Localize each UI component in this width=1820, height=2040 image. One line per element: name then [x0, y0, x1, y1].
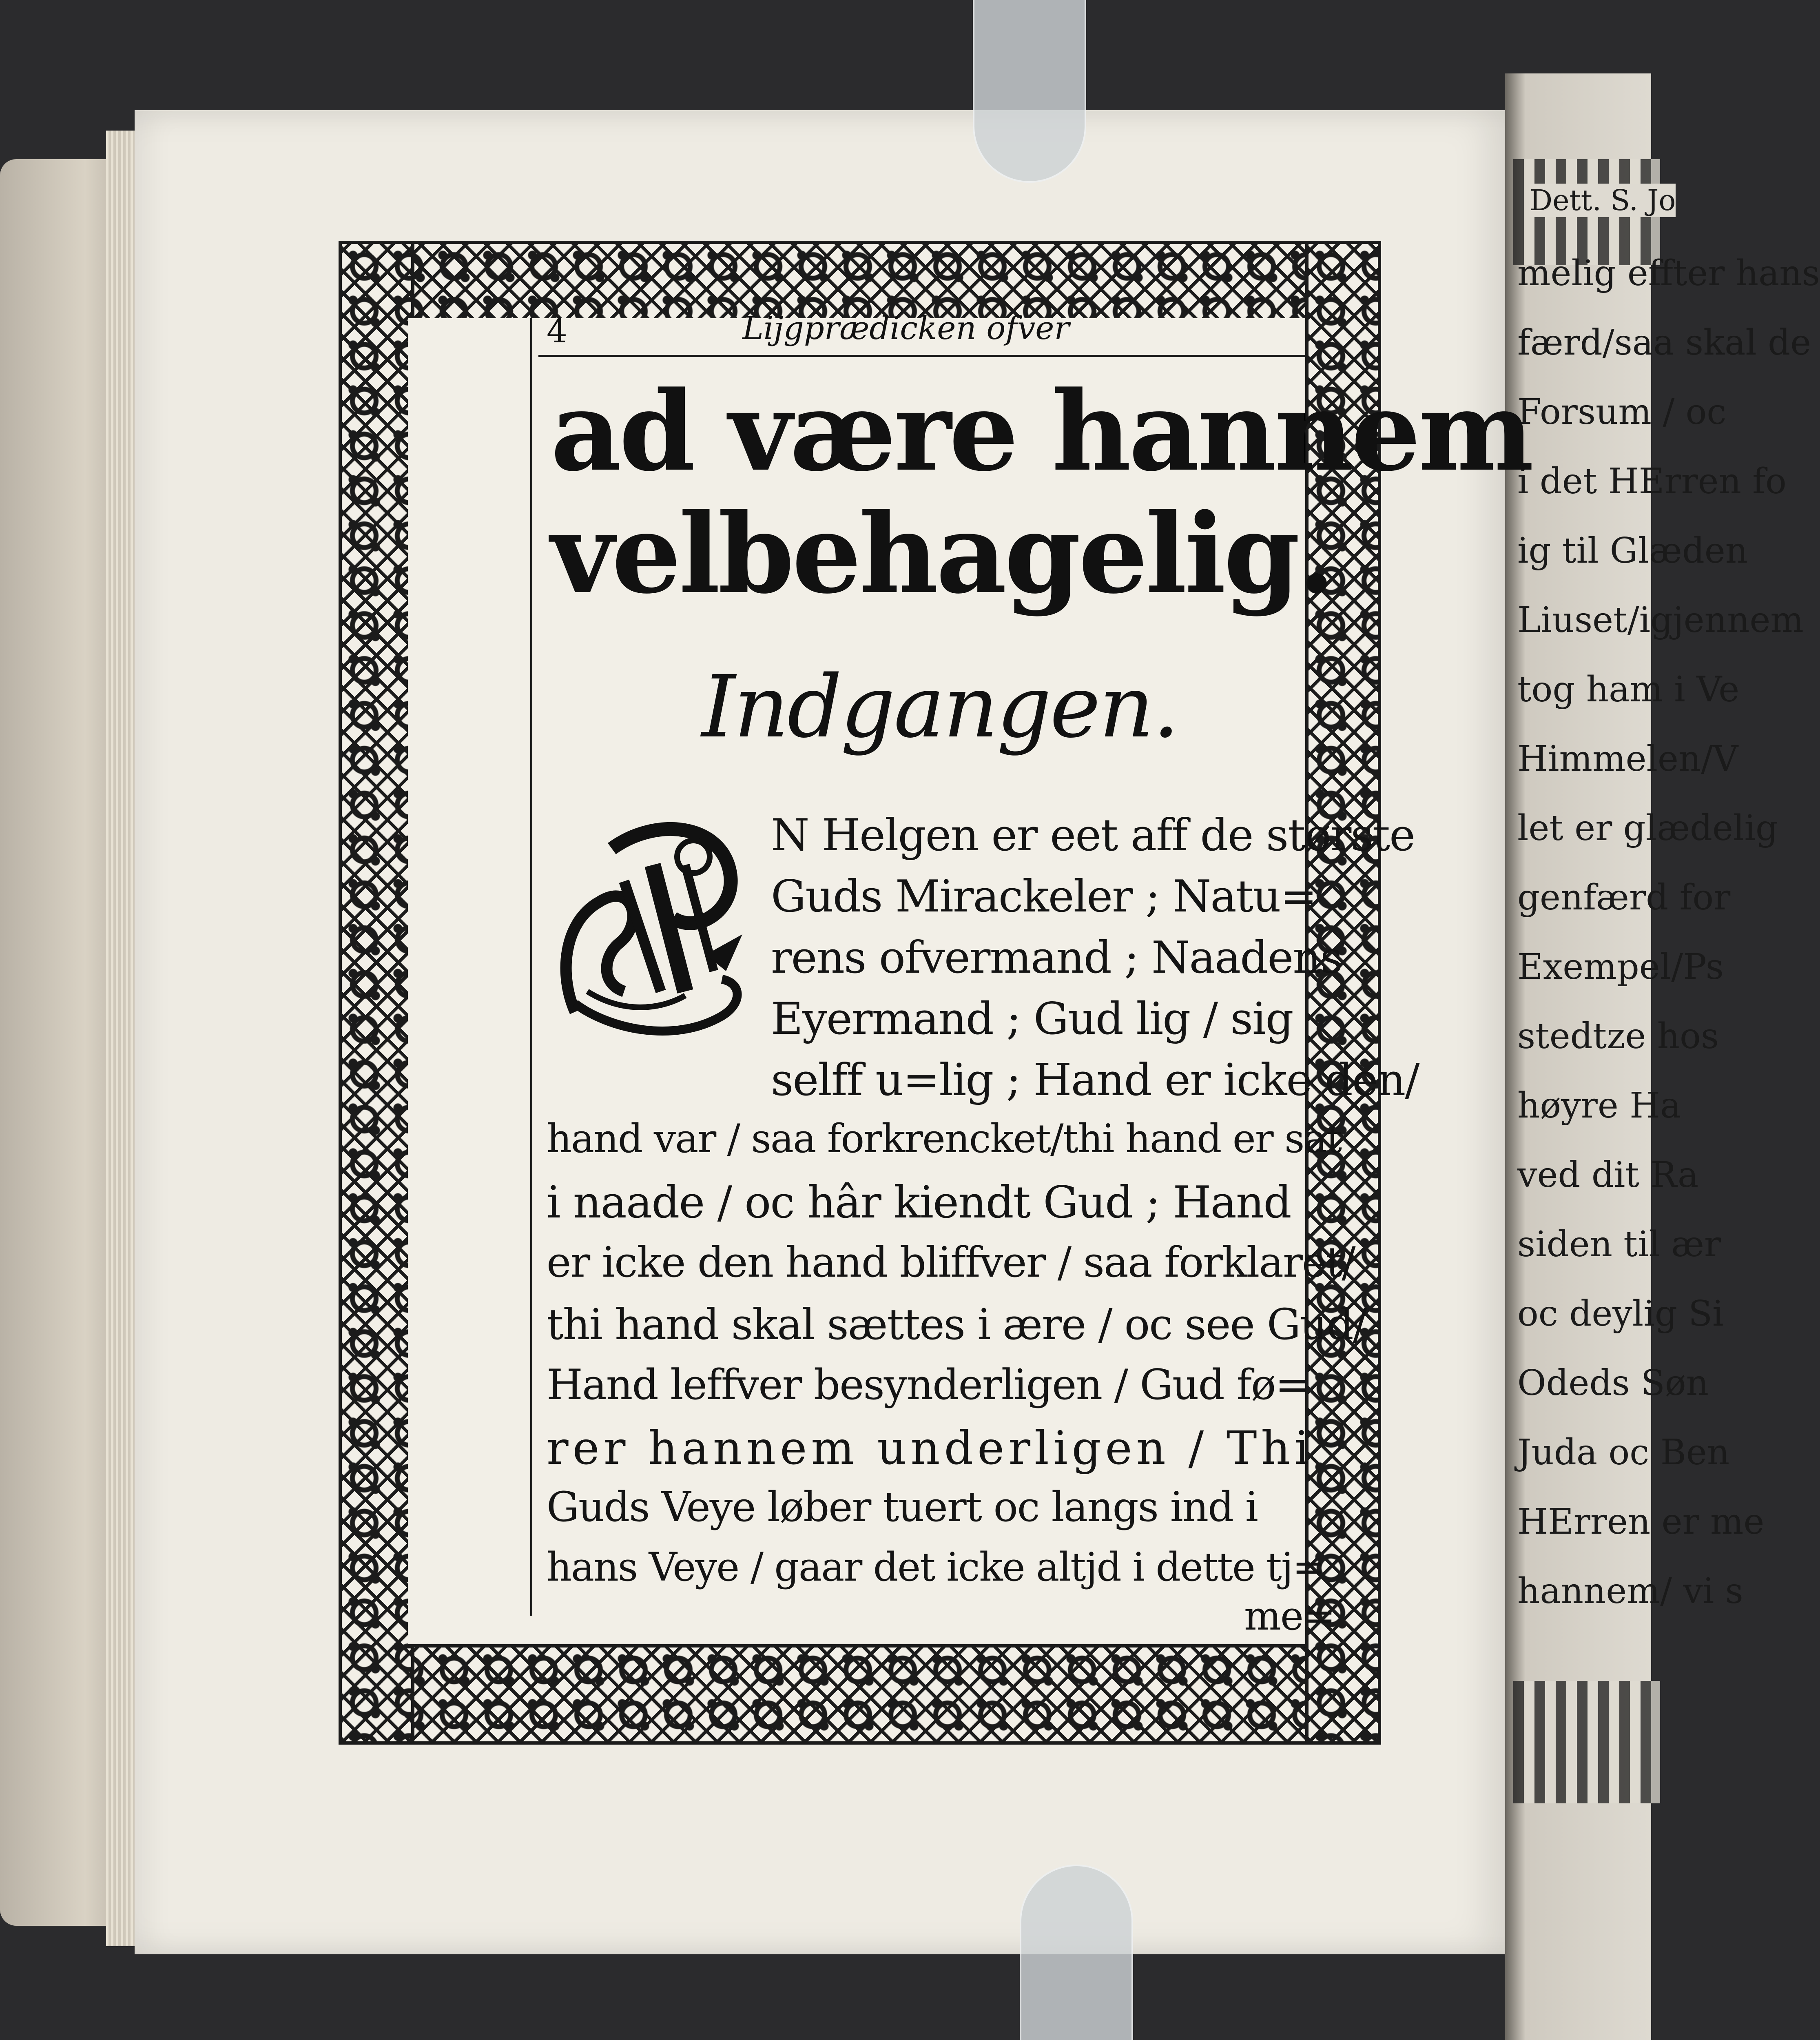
- margin-rule: [530, 318, 532, 1616]
- facing-line: Juda oc Ben: [1517, 1432, 1730, 1473]
- facing-line: let er glædelig: [1517, 808, 1778, 849]
- ornament-border-left: [339, 241, 414, 1745]
- body-line: hand var / saa forkrencket/thi hand er sat: [547, 1116, 1342, 1162]
- page-number: 4: [547, 312, 567, 350]
- body-line: er icke den hand bliffver / saa forklaret/: [547, 1238, 1355, 1287]
- facing-line: genfærd for: [1517, 877, 1731, 918]
- ornament-border-bottom: [339, 1644, 1381, 1745]
- facing-line: stedtze hos: [1517, 1016, 1719, 1057]
- facing-line: Odeds Søn: [1517, 1363, 1709, 1404]
- facing-line: oc deylig Si: [1517, 1293, 1724, 1334]
- facing-line: ved dit Ra: [1517, 1155, 1699, 1195]
- body-line: rer hannem underligen / Thi: [547, 1422, 1313, 1475]
- facing-line: færd/saa skal de: [1517, 322, 1811, 363]
- facing-ornament-bottom: [1513, 1681, 1660, 1803]
- body-line: hans Veye / gaar det icke altjd i dette tj=: [547, 1544, 1325, 1590]
- facing-line: i det HErren fo: [1517, 461, 1787, 502]
- catchword: me=: [1244, 1593, 1335, 1639]
- body-line: Guds Mirackeler ; Natu=: [771, 871, 1317, 922]
- body-line: Hand leffver besynderligen / Gud fø=: [547, 1361, 1309, 1409]
- page-clip-bottom: [1020, 1865, 1133, 2040]
- body-line: i naade / oc hâr kiendt Gud ; Hand: [547, 1177, 1291, 1228]
- facing-line: Forsum / oc: [1517, 392, 1727, 432]
- section-heading: Indgangen.: [702, 657, 1178, 757]
- facing-running-head: Dett. S. Jo: [1530, 184, 1676, 217]
- facing-line: ig til Glæden: [1517, 530, 1748, 571]
- facing-line: hannem/ vi s: [1517, 1571, 1743, 1612]
- facing-line: Liuset/igjennem: [1517, 600, 1804, 641]
- body-line: Eyermand ; Gud lig / sig: [771, 993, 1293, 1044]
- facing-line: Exempel/Ps: [1517, 947, 1724, 987]
- page-clip-top: [973, 0, 1086, 183]
- facing-line: siden til ær: [1517, 1224, 1721, 1265]
- facing-line: melig effter hans: [1517, 253, 1820, 294]
- facing-line: HErren er me: [1517, 1501, 1765, 1542]
- title-line: velbehagelig.: [551, 490, 1333, 618]
- title-line: ad være hannem: [551, 367, 1532, 496]
- body-line: selff u=lig ; Hand er icke den/: [771, 1055, 1419, 1106]
- facing-line: tog ham i Ve: [1517, 669, 1740, 710]
- decorated-initial-icon: [551, 800, 763, 1053]
- body-line: thi hand skal sættes i ære / oc see Gud/: [547, 1299, 1366, 1349]
- running-head: Lijgprædicken ofver: [742, 310, 1069, 347]
- head-rule: [538, 355, 1305, 357]
- facing-line: Himmelen/V: [1517, 738, 1738, 779]
- body-line: N Helgen er eet aff de største: [771, 810, 1415, 861]
- body-line: Guds Veye løber tuert oc langs ind i: [547, 1483, 1258, 1531]
- facing-line: høyre Ha: [1517, 1085, 1681, 1126]
- body-line: rens ofvermand ; Naadens: [771, 932, 1342, 983]
